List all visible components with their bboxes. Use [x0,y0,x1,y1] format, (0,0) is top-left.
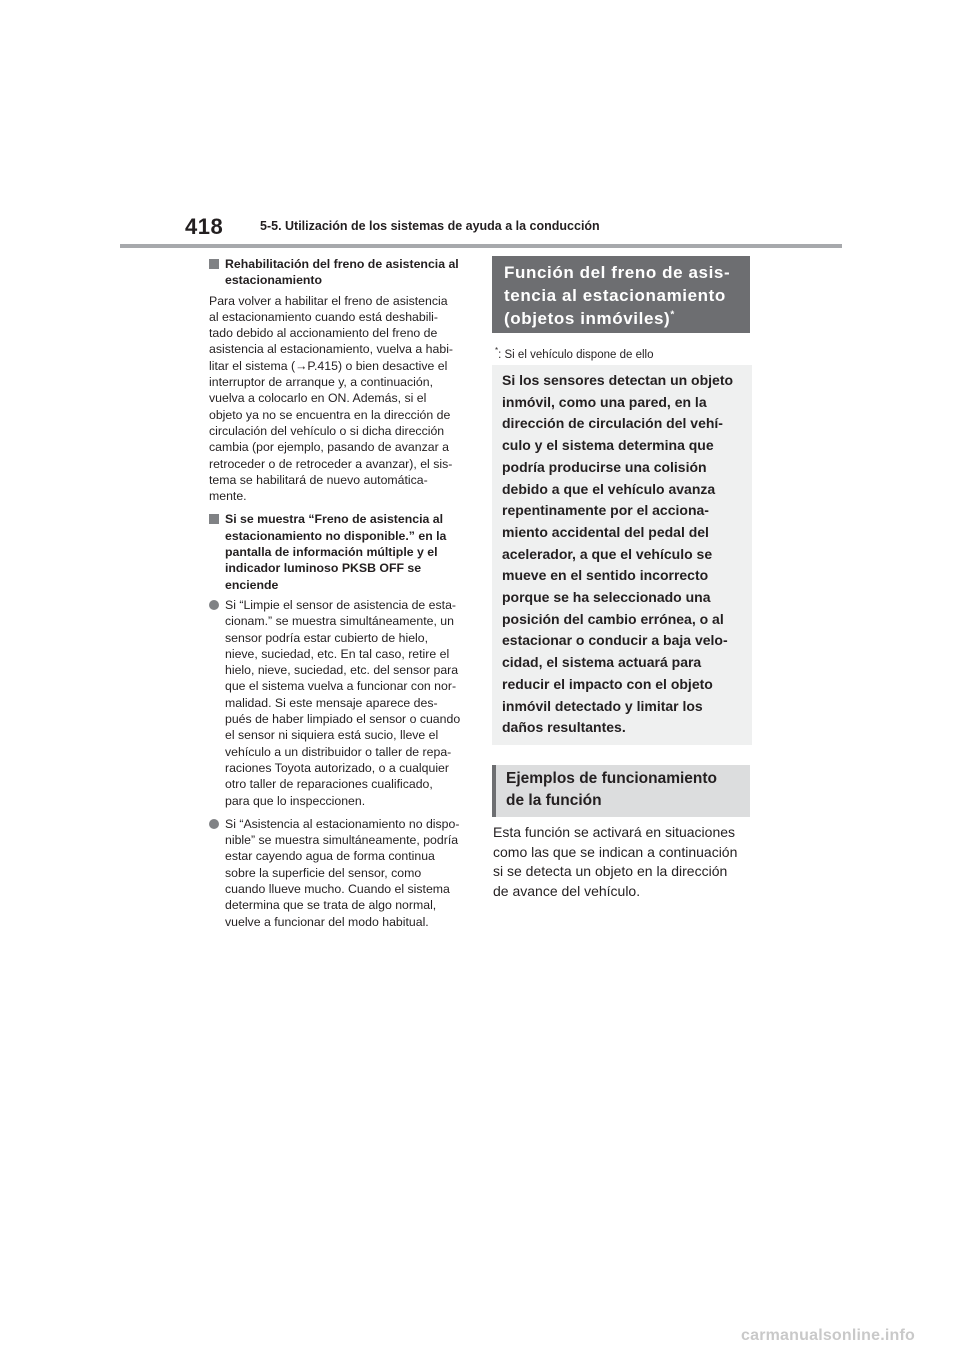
text-line: estar cayendo agua de forma continua [225,849,435,864]
title-line: tencia al estacionamiento [504,286,726,305]
function-title-box [492,256,750,333]
text-line: pantalla de información múltiple y el [225,545,438,560]
text-line: indicador luminoso PKSB OFF se [225,561,422,576]
subheading-not-available [209,511,467,592]
circle-bullet-icon [209,600,219,610]
text-line: sobre la superficie del sensor, como [225,865,422,880]
text-line: tado debido al accionamiento del freno de [209,326,438,341]
text-line: objeto ya no se encuentra en la dirección de [209,407,451,422]
title-line [504,307,738,330]
text-line: asistencia al estacionamiento, vuelva a habi- [209,342,454,357]
text-line: malidad. Si este mensaje aparece des- [225,695,438,710]
text-line: que el sistema vuelva a funcionar con nor- [225,679,457,694]
paragraph-rehabilitation [209,293,467,505]
footnote-mark: * [495,346,499,355]
text-line: sensor podría estar cubierto de hielo, [225,630,429,645]
text-line: interruptor de arranque y, a continuación, [209,375,433,390]
section-title: 5-5. Utilización de los sistemas de ayuda a la conducción [260,219,600,233]
text-line: Si “Limpie el sensor de asistencia de esta- [225,597,457,612]
page-reference-line[interactable]: litar el sistema (→P.415) o bien desactive el [209,358,448,373]
summary-line: posición del cambio errónea, o al [502,610,724,627]
summary-line: inmóvil, como una pared, en la [502,393,707,410]
body-line: como las que se indican a continuación [493,843,738,860]
subtitle-line: de la función [506,792,602,809]
text-line: Rehabilitación del freno de asistencia al [225,257,459,271]
text-line: nible” se muestra simultáneamente, podría [225,833,459,848]
text-line: mente. [209,489,247,504]
circle-bullet-icon [209,819,219,829]
title-line: Función del freno de asis- [504,263,731,282]
bullet-clean-sensor [209,597,467,809]
text-line: cionam.” se muestra simultáneamente, un [225,614,454,629]
body-line: si se detecta un objeto en la dirección [493,863,728,879]
watermark[interactable]: carmanualsonline.info [741,1327,916,1344]
footnote [495,343,653,363]
summary-line: acelerador, a que el vehículo se [502,545,713,562]
summary-line: mueve en el sentido incorrecto [502,567,709,584]
text-line: Si “Asistencia al estacionamiento no dispo- [225,816,460,831]
text-line: tema se habilitará de nuevo automática- [209,472,428,487]
summary-line: Si los sensores detectan un objeto [502,372,734,388]
summary-line: cidad, el sistema actuará para [502,654,702,671]
summary-line: porque se ha seleccionado una [502,589,711,606]
subtitle-line: Ejemplos de funcionamiento [506,770,717,787]
text-line: cambia (por ejemplo, pasando de avanzar a [209,440,449,455]
text-line: cuando llueve mucho. Cuando el sistema [225,881,450,896]
text-line: pués de haber limpiado el sensor o cuando [225,712,461,727]
text-line: vehículo a un distribuidor o taller de repa- [225,744,452,759]
summary-line: miento accidental del pedal del [502,523,709,540]
page-number: 418 [185,214,224,239]
summary-line: debido a que el vehículo avanza [502,480,716,497]
text-line: circulación del vehículo o si dicha dirección [209,423,445,438]
text-line: retroceder o de retroceder a avanzar), el sis- [209,456,453,471]
square-bullet-icon [209,259,219,269]
footnote-mark: * [670,309,675,321]
text-line: vuelve a funcionar del modo habitual. [225,914,429,929]
summary-line: reducir el impacto con el objeto [502,675,713,692]
summary-line: culo y el sistema determina que [502,437,714,454]
body-line: de avance del vehículo. [493,882,641,899]
summary-line: estacionar o conducir a baja velo- [502,632,728,649]
summary-line: podría producirse una colisión [502,458,707,475]
summary-line: repentinamente por el acciona- [502,502,709,519]
summary-box [492,365,752,745]
text-line: Si se muestra “Freno de asistencia al [225,512,444,527]
summary-line: dirección de circulación del vehí- [502,415,723,432]
bullet-parking-assist-unavailable [209,816,467,930]
text-line: al estacionamiento cuando está deshabili- [209,309,439,324]
examples-subtitle-box [492,765,750,817]
text-line: estacionamiento [225,273,323,288]
body-line: Esta función se activará en situaciones [493,824,736,840]
footnote-text: : Si el vehículo dispone de ello [498,348,654,361]
text-line: determina que se trata de algo normal, [225,898,437,913]
text-line: el sensor ni siquiera está sucio, lleve el [225,728,439,743]
text-line: estacionamiento no disponible.” en la [225,528,447,543]
left-column [209,256,467,937]
text-line: nieve, suciedad, etc. En tal caso, retire el [225,646,450,661]
header-rule [120,244,842,248]
text-line: hielo, nieve, suciedad, etc. del sensor para [225,663,459,678]
summary-line: inmóvil detectado y limitar los [502,697,703,714]
accent-bar [492,765,496,817]
title-line-text: (objetos inmóviles) [504,309,671,328]
text-line: otro taller de reparaciones cualificado, [225,777,433,792]
subheading-rehabilitation [209,256,467,289]
text-line: vuelva a colocarlo en ON. Además, si el [209,391,427,406]
text-line: para que lo inspeccionen. [225,793,366,808]
square-bullet-icon [209,514,219,524]
examples-body [493,823,753,901]
text-line: raciones Toyota autorizado, o a cualquier [225,760,449,775]
summary-line: daños resultantes. [502,719,626,736]
text-line: Para volver a habilitar el freno de asistencia [209,293,448,308]
text-line: enciende [225,577,279,592]
